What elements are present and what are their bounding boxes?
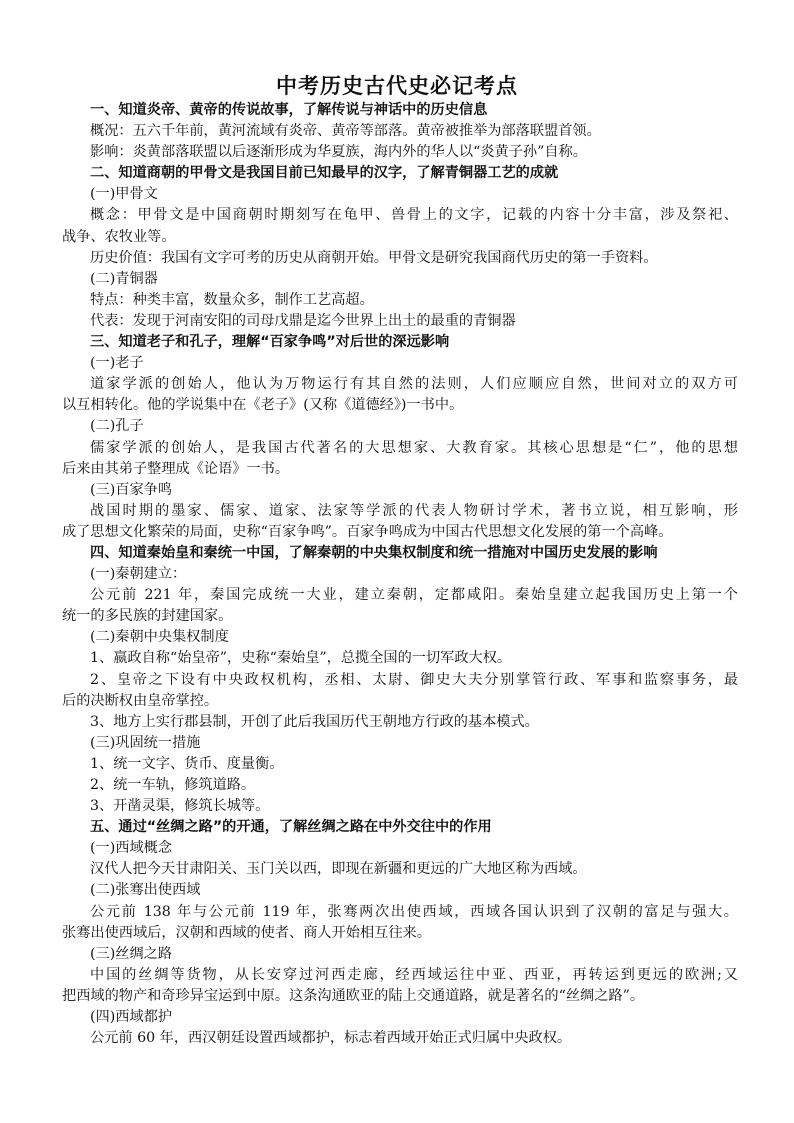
- paragraph-line: 1、统一文字、货币、度量衡。: [90, 755, 284, 772]
- paragraph-line: 道家学派的创始人，他认为万物运行有其自然的法则，人们应顺应自然，世间对立的双方可: [90, 376, 738, 393]
- paragraph-line: 影响：炎黄部落联盟以后逐渐形成为华夏族，海内外的华人以“炎黄子孙”自称。: [90, 144, 587, 161]
- paragraph-line: 公元前 221 年，秦国完成统一大业，建立秦朝，定都咸阳。秦始皇建立起我国历史上第一个: [90, 587, 738, 604]
- section-heading: 二、知道商朝的甲骨文是我国目前已知最早的汉字，了解青铜器工艺的成就: [90, 165, 559, 182]
- paragraph-line: 概况：五六千年前，黄河流域有炎帝、黄帝等部落。黄帝被推举为部落联盟首领。: [90, 123, 601, 140]
- paragraph-line: 战争、农牧业等。: [62, 228, 176, 245]
- paragraph-line: 特点：种类丰富，数量众多，制作工艺高超。: [90, 291, 374, 308]
- paragraph-line: 统一的多民族的封建国家。: [62, 608, 233, 625]
- paragraph-line: 以互相转化。他的学说集中在《老子》(又称《道德经》)一书中。: [62, 397, 464, 414]
- paragraph-line: 1、嬴政自称“始皇帝”，史称“秦始皇”，总揽全国的一切军政大权。: [90, 650, 512, 667]
- subsection-heading: (二)秦朝中央集权制度: [90, 629, 229, 646]
- subsection-heading: (三)丝绸之路: [90, 945, 173, 962]
- paragraph-line: 后来由其弟子整理成《论语》一书。: [62, 460, 290, 477]
- paragraph-line: 公元前 138 年与公元前 119 年，张骞两次出使西域，西域各国认识到了汉朝的富足与强大。: [90, 903, 738, 920]
- paragraph-line: 概念：甲骨文是中国商朝时期刻写在龟甲、兽骨上的文字，记载的内容十分丰富，涉及祭祀、: [90, 207, 738, 224]
- subsection-heading: (二)张骞出使西域: [90, 882, 201, 899]
- paragraph-line: 后的决断权由皇帝掌控。: [62, 692, 219, 709]
- paragraph-line: 汉代人把今天甘肃阳关、玉门关以西，即现在新疆和更远的广大地区称为西域。: [90, 861, 587, 878]
- section-heading: 五、通过“丝绸之路”的开通，了解丝绸之路在中外交往中的作用: [90, 819, 492, 836]
- paragraph-line: 中国的丝绸等货物，从长安穿过河西走廊，经西域运往中亚、西亚，再转运到更远的欧洲;又: [90, 966, 738, 983]
- section-heading: 三、知道老子和孔子，理解“百家争鸣”对后世的深远影响: [90, 334, 450, 351]
- paragraph-line: 成了思想文化繁荣的局面，史称“百家争鸣”。百家争鸣成为中国古代思想文化发展的第一个高峰。: [62, 523, 673, 540]
- section-heading: 四、知道秦始皇和秦统一中国，了解秦朝的中央集权制度和统一措施对中国历史发展的影响: [90, 544, 658, 561]
- paragraph-line: 3、地方上实行郡县制，开创了此后我国历代王朝地方行政的基本模式。: [90, 713, 539, 730]
- paragraph-line: 代表：发现于河南安阳的司母戊鼎是迄今世界上出土的最重的青铜器: [90, 312, 516, 329]
- paragraph-line: 2、统一车轨，修筑道路。: [90, 777, 256, 793]
- paragraph-line: 战国时期的墨家、儒家、道家、法家等学派的代表人物研讨学术，著书立说，相互影响，形: [90, 502, 738, 519]
- subsection-heading: (二)青铜器: [90, 270, 158, 287]
- subsection-heading: (一)老子: [90, 355, 144, 372]
- paragraph-line: 儒家学派的创始人，是我国古代著名的大思想家、大教育家。其核心思想是“仁”，他的思想: [90, 439, 738, 456]
- document-body: [62, 100, 738, 1049]
- page-title: 中考历史古代史必记考点: [276, 74, 518, 98]
- paragraph-line: 把西域的物产和奇珍异宝运到中原。这条沟通欧亚的陆上交通道路，就是著名的“丝绸之路”。: [62, 987, 645, 1004]
- paragraph-line: 公元前 60 年，西汉朝廷设置西域都护，标志着西域开始正式归属中央政权。: [90, 1030, 572, 1047]
- section-heading: 一、知道炎帝、黄帝的传说故事，了解传说与神话中的历史信息: [90, 102, 488, 118]
- subsection-heading: (二)孔子: [90, 418, 144, 435]
- paragraph-line: 张骞出使西域后，汉朝和西域的使者、商人开始相互往来。: [62, 924, 431, 941]
- subsection-heading: (四)西域都护: [90, 1009, 173, 1026]
- paragraph-line: 历史价值：我国有文字可考的历史从商朝开始。甲骨文是研究我国商代历史的第一手资料。: [90, 249, 658, 266]
- paragraph-line: 3、开凿灵渠，修筑长城等。: [90, 798, 270, 815]
- subsection-heading: (一)西域概念: [90, 840, 173, 857]
- subsection-heading: (一)甲骨文: [90, 186, 158, 203]
- paragraph-line: 2、皇帝之下设有中央政权机构，丞相、太尉、御史大夫分别掌管行政、军事和监察事务，最: [90, 671, 738, 688]
- subsection-heading: (三)百家争鸣: [90, 481, 173, 498]
- subsection-heading: (三)巩固统一措施: [90, 734, 201, 751]
- subsection-heading: (一)秦朝建立：: [90, 566, 187, 583]
